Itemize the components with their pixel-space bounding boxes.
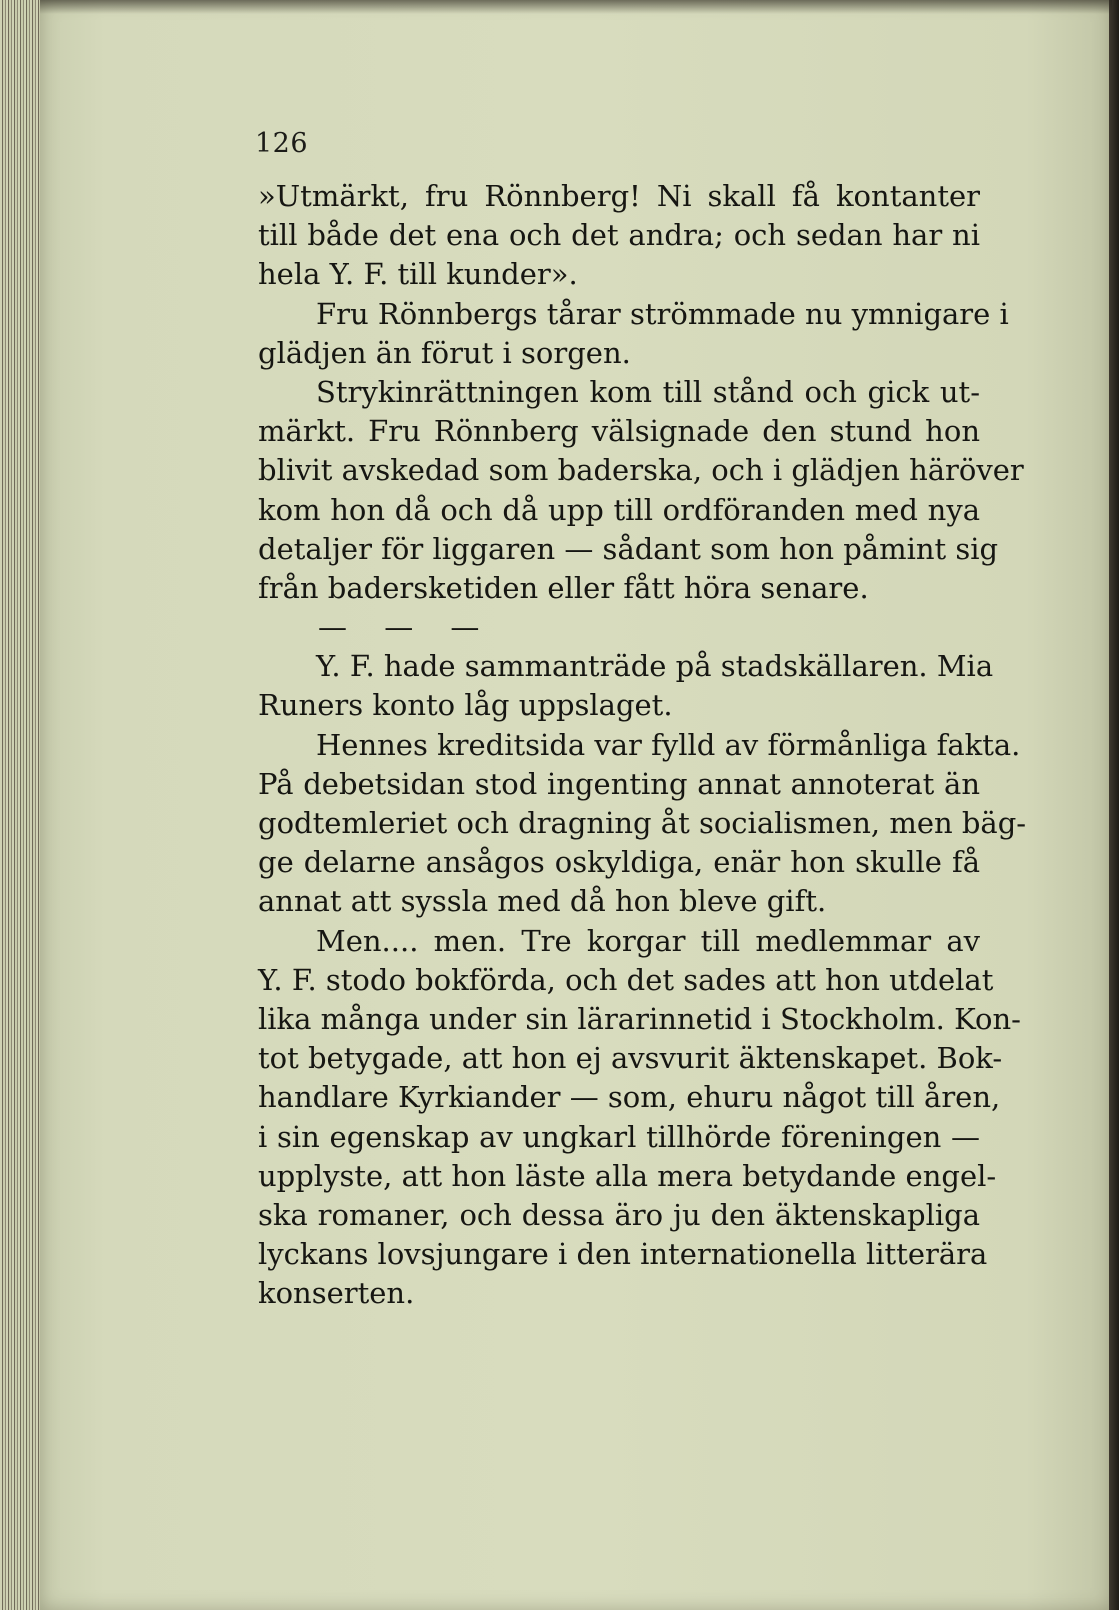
- text-line: detaljer för liggaren — sådant som hon påmint sig: [258, 531, 999, 566]
- text-line: upplyste, att hon läste alla mera betydande engel-: [258, 1158, 997, 1193]
- text-line: tot betygade, att hon ej avsvurit äktenskapet. Bok-: [258, 1041, 1003, 1076]
- text-line: Y. F. hade sammanträde på stadskällaren. Mia: [316, 649, 994, 684]
- text-line: Fru Rönnbergs tårar strömmade nu ymnigare i: [316, 296, 1009, 331]
- text-line: annat att syssla med då hon bleve gift.: [258, 884, 827, 919]
- text-line: glädjen än förut i sorgen.: [258, 335, 631, 370]
- body-text: [258, 177, 1027, 1313]
- text-line: i sin egenskap av ungkarl tillhörde föreningen —: [258, 1119, 980, 1154]
- text-line: handlare Kyrkiander — som, ehuru något till åren,: [258, 1080, 1001, 1115]
- top-shadow: [40, 0, 1112, 14]
- text-line: godtemleriet och dragning åt socialismen, men bäg-: [258, 806, 1027, 840]
- page-number: 126: [255, 128, 309, 159]
- text-line: Men.... men. Tre korgar till medlemmar av: [316, 923, 980, 958]
- text-line: På debetsidan stod ingenting annat annoterat än: [258, 766, 980, 801]
- text-line: Y. F. stodo bokförda, och det sades att hon utdelat: [258, 962, 994, 997]
- text-line: till både det ena och det andra; och sedan har ni: [258, 218, 980, 253]
- text-line: konserten.: [258, 1276, 415, 1311]
- text-line: blivit avskedad som baderska, och i glädjen häröver: [258, 453, 1024, 488]
- text-line: hela Y. F. till kunder».: [258, 257, 578, 292]
- text-line: ska romaner, och dessa äro ju den äktenskapliga: [258, 1197, 980, 1232]
- page-edges: [0, 0, 44, 1610]
- text-line: Hennes kreditsida var fylld av förmånliga fakta.: [316, 727, 1021, 762]
- text-line: »Utmärkt, fru Rönnberg! Ni skall få kontanter: [258, 179, 980, 213]
- text-line: märkt. Fru Rönnberg välsignade den stund hon: [258, 414, 980, 449]
- text-line: lyckans lovsjungare i den internationella litterära: [258, 1237, 988, 1272]
- text-line: kom hon då och då upp till ordföranden med nya: [258, 492, 980, 527]
- text-line: från badersketiden eller fått höra senare.: [258, 570, 869, 605]
- section-separator: — — —: [318, 610, 494, 645]
- text-line: Runers konto låg uppslaget.: [258, 688, 673, 723]
- next-page-edge: [1109, 0, 1119, 1610]
- text-line: lika många under sin lärarinnetid i Stockholm. Kon-: [258, 1001, 1021, 1036]
- text-line: Strykinrättningen kom till stånd och gick ut-: [316, 374, 980, 409]
- text-line: ge delarne ansågos oskyldiga, enär hon skulle få: [258, 845, 980, 880]
